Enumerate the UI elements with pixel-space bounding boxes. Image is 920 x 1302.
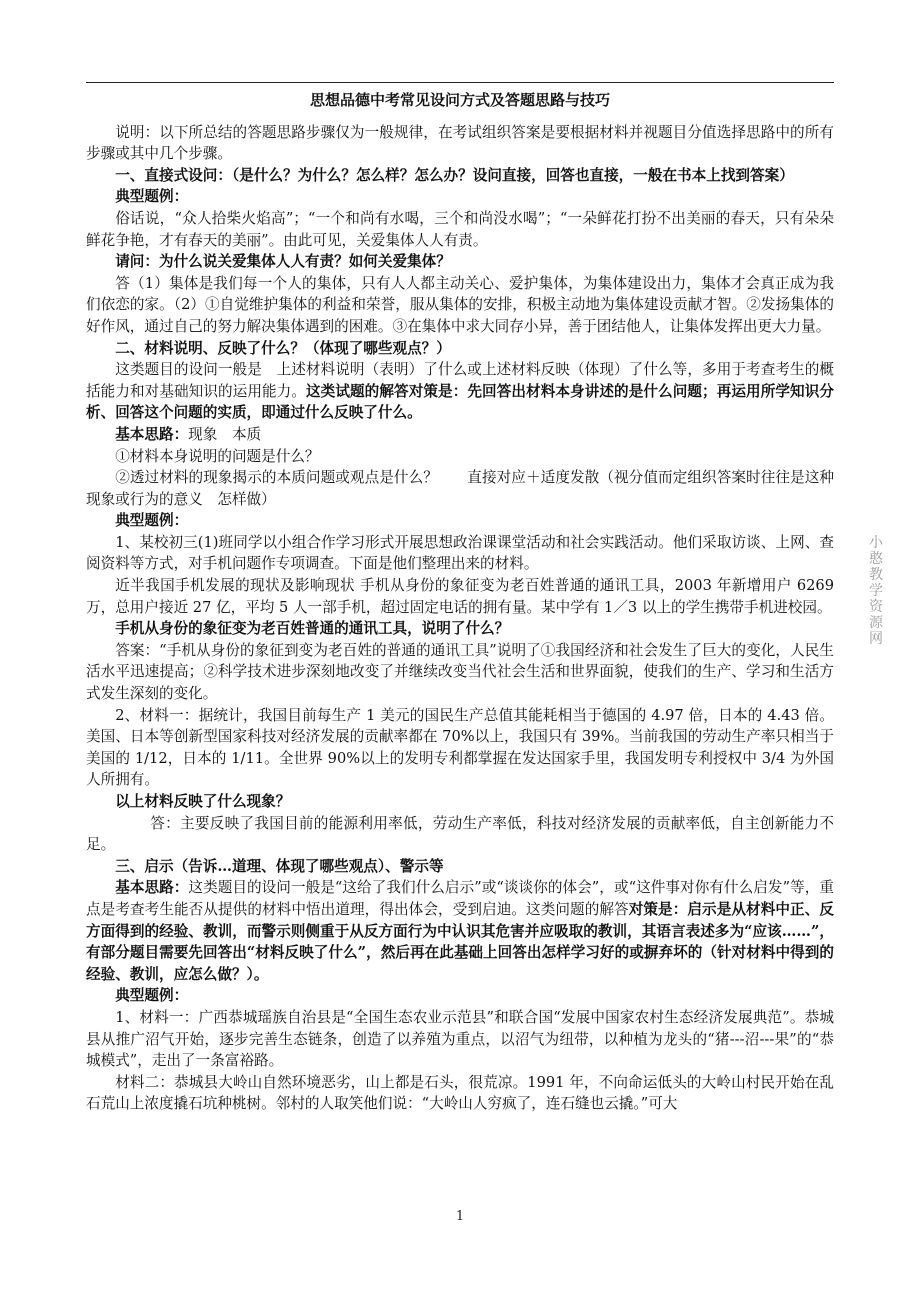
s2-example-1-material: 近半我国手机发展的现状及影响现状 手机从身份的象征变为老百姓普通的通讯工具，2003 年新增用户 6269 万，总用户接近 27 亿，平均 5 人一部手机，超过固定电话的拥有量。某中学有 1／3 以上的学生携带手机进校园。 bbox=[86, 577, 834, 616]
s2-description-plain: 这类题目的设问一般是 上述材料说明（表明）了什么或上述材料反映（体现）了什么等，多用于考查考生的概括能力和对基础知识的运用能力。 bbox=[86, 361, 834, 400]
s2-basic-label: 基本思路： bbox=[115, 425, 189, 443]
s3-example-1-material-2: 材料二：恭城县大岭山自然环境恶劣，山上都是石头，很荒凉。1991 年，不向命运低头的大岭山村民开始在乱石荒山上浓度撬石坑种桃树。邻村的人取笑他们说：“大岭山人穷疯了，连石缝也云撬。”可大 bbox=[86, 1073, 834, 1113]
s2-point-2: ②透过材料的现象揭示的本质问题或观点是什么？ 直接对应＋适度发散（视分值而定组织答案时往往是这种现象或行为的意义 怎样做） bbox=[86, 469, 834, 508]
s2-example-1-answer: 答案：“手机从身份的象征到变为老百姓的普通的通讯工具”说明了①我国经济和社会发生了巨大的变化，人民生活水平迅速提高；②科学技术进步深刻地改变了并继续改变当代社会生活和世界面貌，使我们的生产、学习和生活方式发生深刻的变化。 bbox=[86, 641, 834, 703]
s2-example-1-question: 手机从身份的象征变为老百姓普通的通讯工具，说明了什么？ bbox=[115, 620, 510, 638]
document-page bbox=[86, 90, 834, 1115]
s2-example-2-question: 以上材料反映了什么现象？ bbox=[115, 793, 291, 810]
s2-basic-text: 现象 本质 bbox=[188, 425, 262, 443]
s3-basic-idea bbox=[86, 877, 834, 985]
s2-example-2: 2、材料一：据统计，我国目前每生产 1 美元的国民生产总值其能耗相当于德国的 4.97 倍，日本的 4.43 倍。美国、日本等创新型国家科技对经济发展的贡献率都在 70%以上，我国只有 39%。当前我国的劳动生产率只相当于美国的 1/12，日本的 1/11。全世界 90%以上的发明专利都掌握在发达国家手里，我国发明专利授权中 3/4 为外国人所拥有。 bbox=[86, 706, 834, 789]
s3-example-1: 1、材料一：广西恭城瑶族自治县是“全国生态农业示范县”和联合国“发展中国家农村生态经济发展典范”。恭城县从推广沼气开始，逐步完善生态链条，创造了以养殖为重点，以沼气为纽带，以种植为龙头的“猪---沼---果”的“恭城模式”，走出了一条富裕路。 bbox=[86, 1008, 834, 1070]
s2-description bbox=[86, 359, 834, 424]
s2-description-bold: 这类试题的解答对策是：先回答出材料本身讲述的是什么问题；再运用所学知识分析、回答这个问题的实质，即通过什么反映了什么。 bbox=[86, 382, 834, 422]
s2-basic-idea bbox=[86, 424, 834, 446]
s1-answer: 答（1）集体是我们每一个人的集体，只有人人都主动关心、爱护集体，为集体建设出力，集体才会真正成为我们依恋的家。（2）①自觉维护集体的利益和荣誉，服从集体的安排，积极主动地为集体建设贡献才智。②发扬集体的好作风，通过自己的努力解决集体遇到的困难。③在集体中求大同存小异，善于团结他人，让集体发挥出更大力量。 bbox=[86, 274, 834, 335]
header-rule bbox=[86, 82, 834, 83]
s3-example-label: 典型题例： bbox=[115, 987, 189, 1005]
s2-point-1: ①材料本身说明的问题是什么？ bbox=[115, 447, 320, 465]
section-2-heading: 二、材料说明、反映了什么？（体现了哪些观点？） bbox=[115, 339, 451, 357]
page-number: 1 bbox=[455, 1209, 465, 1224]
s2-example-label: 典型题例： bbox=[115, 512, 189, 530]
s3-basic-label: 基本思路： bbox=[115, 879, 189, 897]
intro-paragraph: 说明：以下所总结的答题思路步骤仅为一般规律，在考试组织答案是要根据材料并视题目分值选择思路中的所有步骤或其中几个步骤。 bbox=[86, 123, 834, 163]
s3-basic-plain: 这类题目的设问一般是“这给了我们什么启示”或“谈谈你的体会”，或“这件事对你有什么启发”等，重点是考查考生能否从提供的材料中悟出道理，得出体会，受到启迪。这类问题的解答 bbox=[86, 879, 834, 918]
section-3-heading: 三、启示（告诉…道理、体现了哪些观点）、警示等 bbox=[115, 857, 444, 875]
s3-basic-bold: 对策是：启示是从材料中正、反方面得到的经验、教训，而警示则侧重于从反方面行为中认识其危害并应吸取的教训，其语言表述多为“应该……”，有部分题目需要先回答出“材料反映了什么”，然后再在此基础上回答出怎样学习好的或摒弃坏的（针对材料中得到的经验、教训，应怎么做？）。 bbox=[86, 900, 834, 983]
s1-example-text: 俗话说，“众人拾柴火焰高”；“一个和尚有水喝，三个和尚没水喝”；“一朵鲜花打扮不出美丽的春天，只有朵朵鲜花争艳，才有春天的美丽”。由此可见，关爱集体人人有责。 bbox=[86, 209, 834, 249]
s1-example-label: 典型题例： bbox=[115, 188, 189, 206]
side-watermark: 小憨教学资源网 bbox=[869, 535, 883, 647]
section-1-heading: 一、直接式设问：（是什么？为什么？怎么样？怎么办？设问直接，回答也直接，一般在书本上找到答案） bbox=[115, 166, 794, 184]
s1-question: 请问：为什么说关爱集体人人有责？如何关爱集体？ bbox=[115, 253, 451, 271]
s2-example-1: 1、某校初三(1)班同学以小组合作学习形式开展思想政治课课堂活动和社会实践活动。他们采取访谈、上网、查阅资料等方式，对手机问题作专项调查。下面是他们整理出来的材料。 bbox=[86, 533, 834, 573]
document-title: 思想品德中考常见设问方式及答题思路与技巧 bbox=[309, 91, 610, 109]
s2-example-2-answer: 答：主要反映了我国目前的能源利用率低，劳动生产率低，科技对经济发展的贡献率低，自主创新能力不足。 bbox=[86, 814, 834, 854]
